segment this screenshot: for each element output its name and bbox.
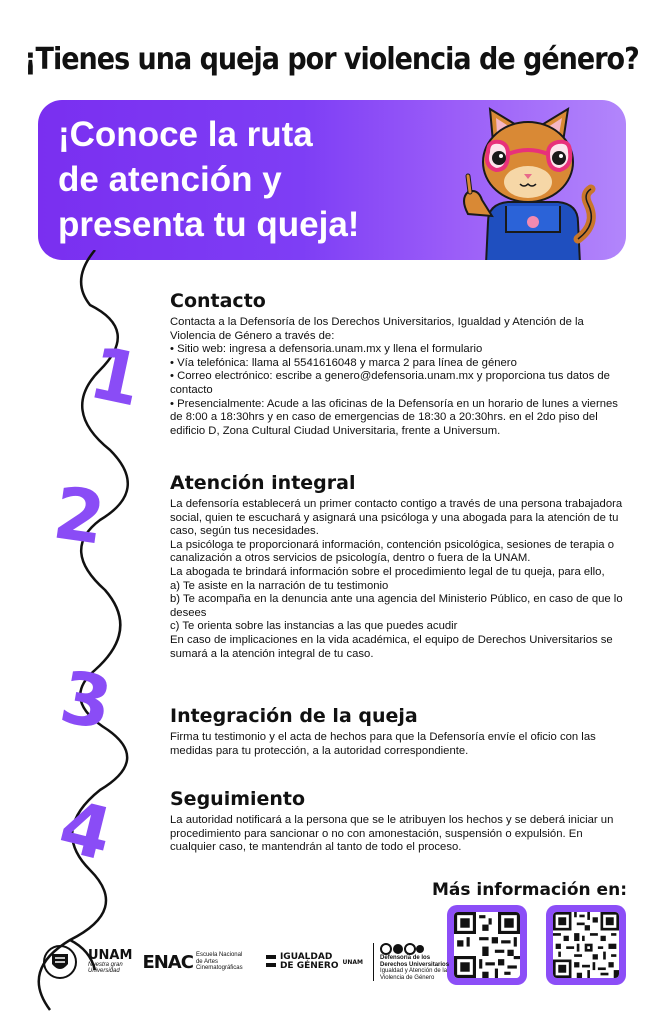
step-title: Atención integral xyxy=(170,472,356,494)
step-title: Seguimiento xyxy=(170,788,306,810)
more-info-label: Más información en: xyxy=(431,880,627,900)
step-paragraph: • Presencialmente: Acude a las oficinas de la Defensoría en un horario de lunes a viernes de 8:00 a 18:30hrs y en caso de emergencias de 18:30 a 20:30hrs. en el 2do piso del edificio D, Zona Cultural Ciudad Universitaria, frente a Universum. xyxy=(170,397,618,437)
unam-wordmark: UNAM xyxy=(88,947,133,963)
step-paragraph: • Correo electrónico: escribe a genero@defensoria.unam.mx y proporciona tus datos de contacto xyxy=(170,370,610,396)
defensoria-line: Defensoría de los xyxy=(380,955,431,961)
unam-shield-icon xyxy=(42,944,78,980)
step-number: 4 xyxy=(51,783,121,878)
enac-logo xyxy=(142,952,244,973)
igualdad-unam: UNAM xyxy=(342,958,364,966)
step-number: 1 xyxy=(82,330,150,423)
step-paragraph: Firma tu testimonio y el acta de hechos para que la Defensoría envíe el oficio con las medidas para tu protección, a la autoridad correspondiente. xyxy=(170,731,596,757)
defensoria-circles-icon xyxy=(380,943,426,955)
banner-line: ¡Conoce la ruta xyxy=(58,115,313,154)
step-paragraph: • Sitio web: ingresa a defensoria.unam.mx y llena el formulario xyxy=(170,343,483,356)
igualdad-line: IGUALDAD xyxy=(279,952,333,962)
qr-code-icon xyxy=(553,912,619,978)
step-contacto xyxy=(170,290,630,438)
defensoria-line: Derechos Universitarios xyxy=(380,961,450,968)
banner-headline xyxy=(58,112,359,247)
step-body xyxy=(170,316,630,438)
timeline-thread xyxy=(0,250,170,1024)
qr-code-1[interactable] xyxy=(447,905,527,985)
cat-mascot-icon xyxy=(448,104,608,260)
igualdad-genero-logo xyxy=(266,951,363,973)
step-paragraph: • Vía telefónica: llama al 5541616048 y marca 2 para línea de género xyxy=(170,356,517,369)
hero-banner xyxy=(38,100,626,260)
step-paragraph: a) Te asiste en la narración de tu testimonio xyxy=(170,579,389,592)
equality-bars-icon xyxy=(266,951,276,973)
step-title: Contacto xyxy=(170,290,266,312)
page-title: ¡Tienes una queja por violencia de género? xyxy=(24,42,639,77)
step-integracion-queja xyxy=(170,705,630,758)
step-paragraph: b) Te acompaña en la denuncia ante una agencia del Ministerio Público, en caso de que lo desees xyxy=(170,593,623,619)
defensoria-line: Igualdad y Atención de la xyxy=(380,968,448,974)
step-number: 3 xyxy=(54,654,119,746)
step-paragraph: La abogada te brindará información sobre el procedimiento legal de tu queja, para ello, xyxy=(170,565,605,578)
step-seguimiento xyxy=(170,788,630,855)
step-body xyxy=(170,498,630,661)
unam-tagline: Nuestra gran Universidad xyxy=(88,961,123,974)
enac-wordmark: ENAC xyxy=(142,951,193,973)
qr-code-icon xyxy=(454,912,520,978)
banner-line: de atención y xyxy=(58,160,282,199)
step-body xyxy=(170,731,630,758)
step-number: 2 xyxy=(48,470,110,561)
unam-seal-logo xyxy=(42,944,78,980)
defensoria-logo xyxy=(373,943,449,981)
enac-description: Escuela Nacional de Artes Cinematográficas xyxy=(195,952,243,972)
partner-logos xyxy=(42,940,449,984)
step-body xyxy=(170,814,630,855)
step-paragraph: c) Te orienta sobre las instancias a las que puedes acudir xyxy=(170,620,458,633)
defensoria-line: Violencia de Género xyxy=(380,974,435,981)
step-paragraph: La psicóloga te proporcionará información, contención psicológica, sesiones de terapia o canalización a otros servicios de psicología, dentro o fuera de la UNAM. xyxy=(170,538,614,565)
banner-line: presenta tu queja! xyxy=(58,205,360,244)
step-title: Integración de la queja xyxy=(170,705,418,727)
step-paragraph: La defensoría establecerá un primer contacto contigo a través de una persona trabajadora social, quien te escuchará y asignará una psicóloga y una abogada para la atención de tu caso, según tus necesidades. xyxy=(170,498,623,538)
qr-code-2[interactable] xyxy=(546,905,626,985)
unam-logo xyxy=(88,947,133,975)
step-paragraph: La autoridad notificará a la persona que se le atribuyen los hechos y se deberá iniciar un procedimiento para sancionar o no con amonestación, suspensión o expulsión. En cualquier caso, te mantendrán al tanto de todo el proceso. xyxy=(170,814,614,854)
step-paragraph: Contacta a la Defensoría de los Derechos Universitarios, Igualdad y Atención de la Violencia de Género a través de: xyxy=(170,316,584,342)
step-atencion-integral xyxy=(170,472,630,661)
igualdad-line: DE GÉNERO xyxy=(279,961,339,971)
step-paragraph: En caso de implicaciones en la vida académica, el equipo de Derechos Universitarios se sumará a la atención integral de tu caso. xyxy=(170,633,613,660)
